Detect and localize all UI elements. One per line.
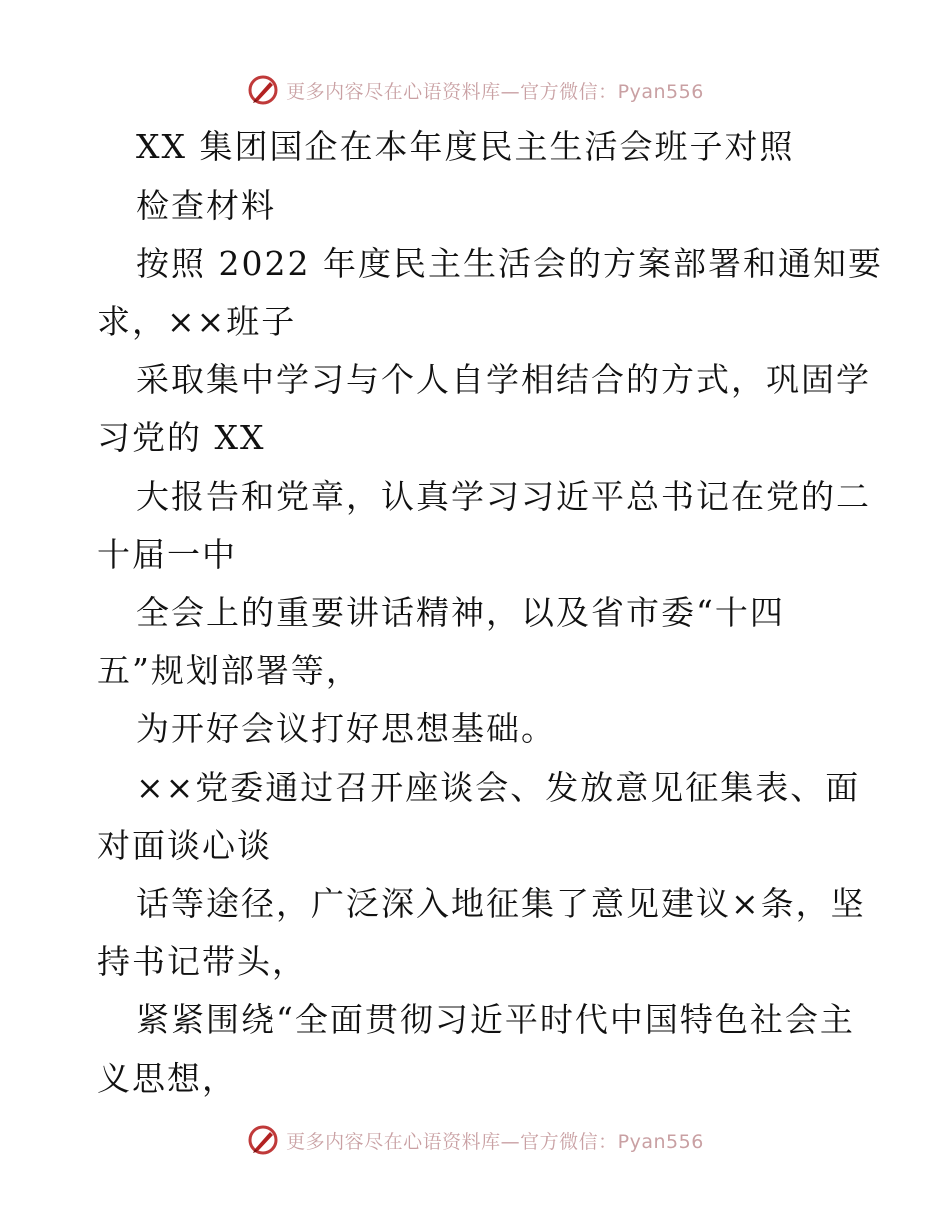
text-line: ××党委通过召开座谈会、发放意见征集表、面 — [136, 768, 861, 807]
text-line: 对面谈心谈 — [97, 826, 272, 865]
text-line: 求，××班子 — [97, 302, 297, 341]
text-line: 全会上的重要讲话精神，以及省市委“十四 — [136, 593, 785, 632]
text-line: 话等途径，广泛深入地征集了意见建议×条，坚 — [136, 884, 866, 923]
text-line: 持书记带头， — [97, 942, 307, 981]
watermark-text: 更多内容尽在心语资料库—官方微信：Pyan556 — [286, 1130, 704, 1153]
footer-watermark — [0, 1120, 950, 1160]
text-line: 按照 2022 年度民主生活会的方案部署和通知要 — [136, 244, 883, 283]
text-line: 习党的 XX — [97, 418, 266, 457]
watermark-text: 更多内容尽在心语资料库—官方微信：Pyan556 — [286, 80, 704, 103]
pen-logo-icon — [246, 1123, 280, 1157]
text-line: 大报告和党章，认真学习习近平总书记在党的二 — [136, 477, 871, 516]
text-line: 采取集中学习与个人自学相结合的方式，巩固学 — [136, 360, 871, 399]
document-title-line-1: XX 集团国企在本年度民主生活会班子对照 — [136, 127, 795, 166]
text-line: 五”规划部署等， — [97, 651, 361, 690]
text-line: 十届一中 — [97, 535, 237, 574]
text-line: 紧紧围绕“全面贯彻习近平时代中国特色社会主 — [136, 1000, 855, 1039]
text-line: 义思想， — [97, 1059, 237, 1098]
document-title-line-2: 检查材料 — [136, 186, 276, 225]
text-line: 为开好会议打好思想基础。 — [136, 709, 556, 748]
